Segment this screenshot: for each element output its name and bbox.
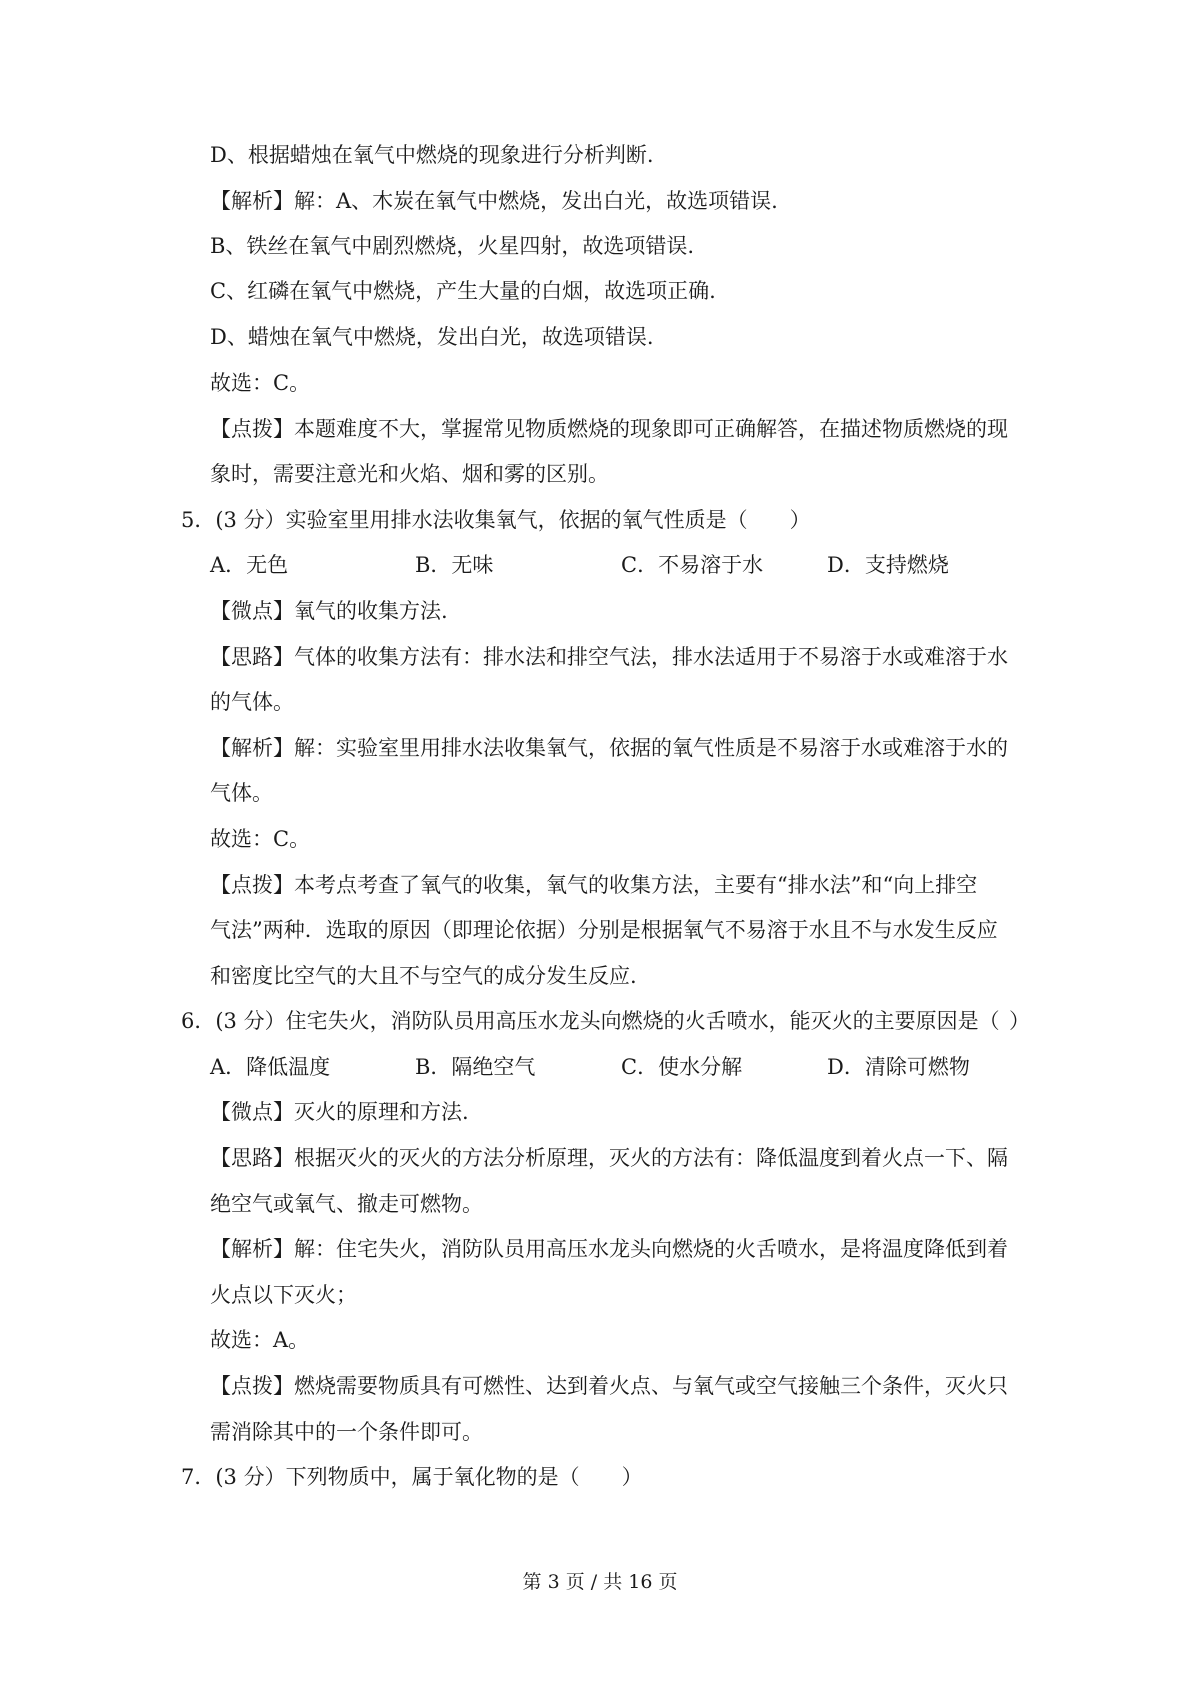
question-5-analysis: 【解析】解：实验室里用排水法收集氧气，依据的氧气性质是不易溶于水或难溶于水的 [210,736,1008,760]
option-b: B．隔绝空气 [415,1055,536,1079]
text-line: 【解析】解：A、木炭在氧气中燃烧，发出白光，故选项错误. [210,189,778,213]
text-line: D、蜡烛在氧气中燃烧，发出白光，故选项错误. [210,325,654,349]
text-line: B、铁丝在氧气中剧烈燃烧，火星四射，故选项错误. [210,234,695,258]
question-5-comment: 【点拨】本考点考查了氧气的收集，氧气的收集方法，主要有“排水法”和“向上排空 [210,873,978,897]
text-line: C、红磷在氧气中燃烧，产生大量的白烟，故选项正确. [210,279,716,303]
text-line: 象时，需要注意光和火焰、烟和雾的区别。 [210,462,609,486]
question-6-stem-text: 6．(3 分）住宅失火，消防队员用高压水龙头向燃烧的火舌喷水，能灭火的主要原因是（ [181,1009,1000,1033]
text-line: 的气体。 [210,690,294,714]
option-c: C．不易溶于水 [621,553,764,577]
text-line: 绝空气或氧气、撤走可燃物。 [210,1192,483,1216]
text-line: 和密度比空气的大且不与空气的成分发生反应. [210,964,637,988]
text-line: 气体。 [210,781,273,805]
text-line: D、根据蜡烛在氧气中燃烧的现象进行分析判断. [210,143,654,167]
option-b: B．无味 [415,553,494,577]
option-d: D．支持燃烧 [827,553,949,577]
question-5-answer: 故选：C。 [210,827,311,851]
question-6-stem-end: ） [1009,1009,1030,1033]
question-6-answer: 故选：A。 [210,1328,310,1352]
option-a: A．降低温度 [210,1055,331,1079]
option-c: C．使水分解 [621,1055,743,1079]
option-d: D．清除可燃物 [827,1055,970,1079]
question-5-stem: 5．(3 分）实验室里用排水法收集氧气，依据的氧气性质是（ ） [181,508,811,532]
question-6-comment: 【点拨】燃烧需要物质具有可燃性、达到着火点、与氧气或空气接触三个条件，灭火只 [210,1374,1008,1398]
question-6-analysis: 【解析】解：住宅失火，消防队员用高压水龙头向燃烧的火舌喷水，是将温度降低到着 [210,1237,1008,1261]
question-7-stem: 7．(3 分）下列物质中，属于氧化物的是（ ） [181,1465,643,1489]
text-line: 火点以下灭火； [210,1283,357,1307]
text-line: 气法”两种．选取的原因（即理论依据）分别是根据氧气不易溶于水且不与水发生反应 [210,918,998,942]
text-line: 【点拨】本题难度不大，掌握常见物质燃烧的现象即可正确解答，在描述物质燃烧的现 [210,417,1008,441]
text-line: 需消除其中的一个条件即可。 [210,1420,483,1444]
option-a: A．无色 [210,553,289,577]
page-number: 第 3 页 / 共 16 页 [522,1571,678,1593]
text-line: 故选：C。 [210,371,311,395]
question-5-idea: 【思路】气体的收集方法有：排水法和排空气法，排水法适用于不易溶于水或难溶于水 [210,645,1008,669]
question-6-point: 【微点】灭火的原理和方法. [210,1100,469,1124]
question-6-idea: 【思路】根据灭火的灭火的方法分析原理，灭火的方法有：降低温度到着火点一下、隔 [210,1146,1008,1170]
question-5-point: 【微点】氧气的收集方法. [210,599,448,623]
